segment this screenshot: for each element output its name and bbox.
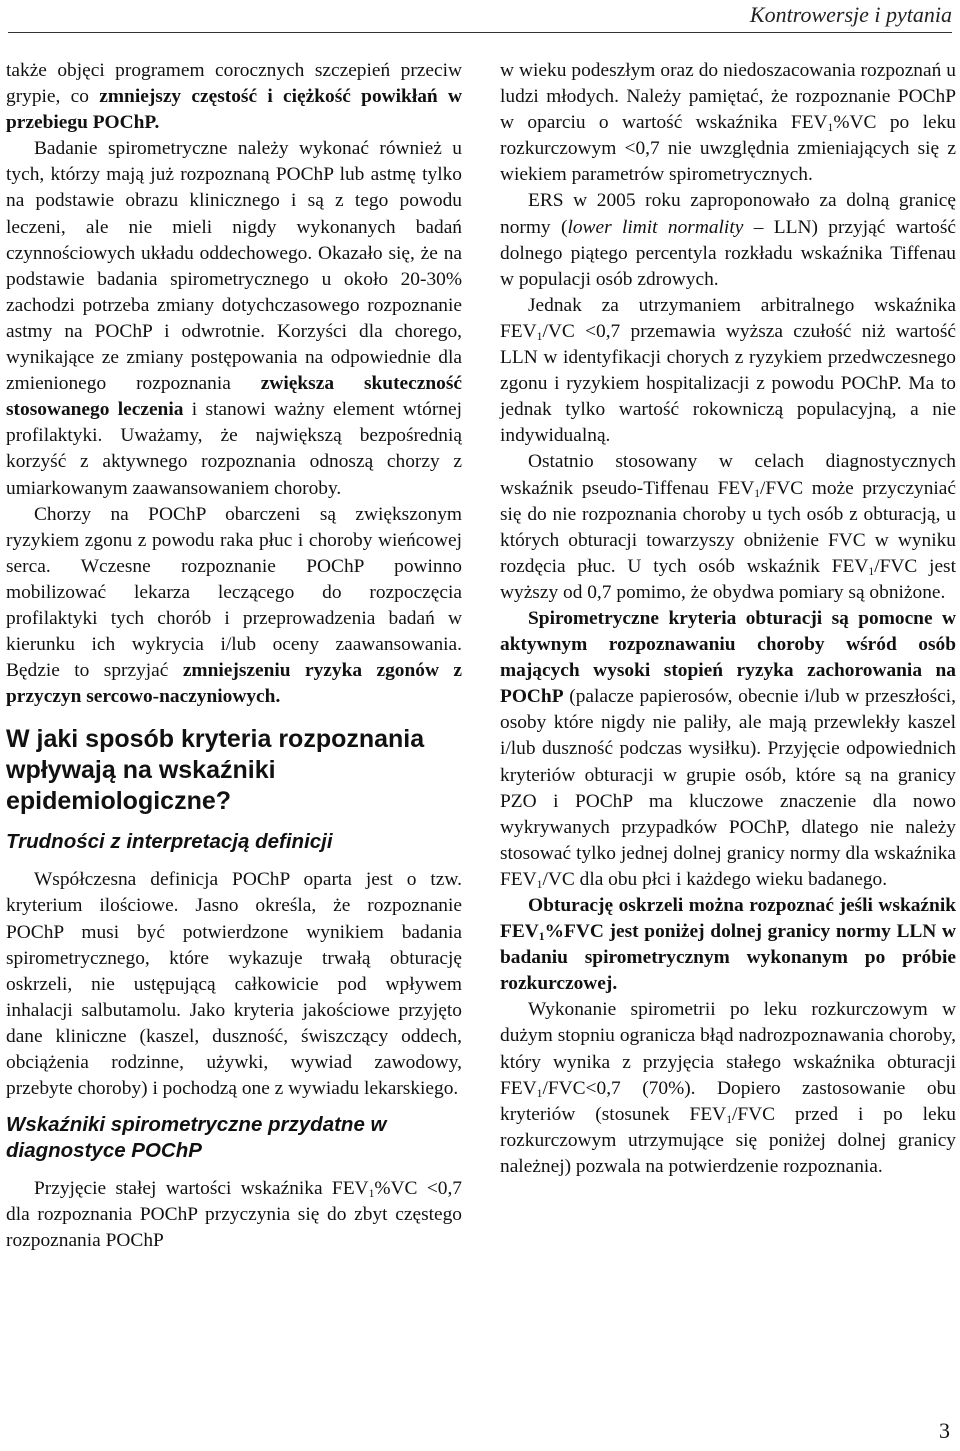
text-run: także objęci programem corocznych szczepień przeciw grypie, co (6, 60, 462, 108)
subscript: 1 (827, 121, 834, 135)
text-run: Badanie spirometryczne należy wykonać również u tych, którzy mają już rozpoznaną POChP lub astmę tylko na podstawie obrazu klinicznego i są z tego powodu leczeni, ale nie mieli nigdy wykonanych badań czynnościowych układu oddechowego. Okazało się, że na podstawie badania spirometrycznego u około 20-30% zachodzi potrzeba zmiany dotychczasowego rozpoznanie astmy na POChP i odwrotnie. Korzyści dla chorego, wynikające ze zmiany postępowania na odpowiednie dla zmienionego rozpoznania (6, 138, 462, 395)
text-run: /FVC może przyczyniać się do nie rozpoznania choroby u tych osób z obturacją, u których obturacji towarzyszy obniżenie FVC w wyniku rozdęcia płuc. U tych osób wskaźnik FEV (500, 477, 956, 577)
text-run: i stanowi ważny element wtórnej profilaktyki. Uważamy, że największą bezpośrednią korzyść z aktywnego rozpoznania odnoszą chorzy z umiarkowanym zaawansowaniem choroby. (6, 399, 462, 499)
text-run: Obturację oskrzeli można rozpoznać jeśli wskaźnik FEV (500, 895, 956, 943)
paragraph (6, 58, 462, 136)
paragraph (500, 606, 956, 893)
subscript: 1 (868, 564, 875, 578)
subsection-heading: Wskaźniki spirometryczne przydatne w diagnostyce POChP (6, 1113, 387, 1163)
left-column (6, 58, 462, 1254)
italic-text: lower limit normality (567, 216, 744, 238)
text-run: /VC <0,7 przemawia wyższa czułość niż wartość LLN w identyfikacji chorych z ryzykiem przedwczesnego zgonu i ryzykiem hospitalizacji z powodu POChP. Ma to jednak tylko wartość rokowniczą populacyjną, a nie indywidualną. (500, 320, 956, 447)
text-run: ERS w 2005 roku zaproponowało za dolną granicę normy ( (500, 190, 956, 238)
subsection-heading: Trudności z interpretacją definicji (6, 830, 333, 854)
emphasis-text: zmniejszy częstość i ciężkość powikłań w przebiegu POChP. (6, 86, 462, 134)
subscript: 1 (754, 486, 761, 500)
paragraph (500, 997, 956, 1180)
text-run: w wieku podeszłym oraz do niedoszacowania rozpoznań u ludzi młodych. Należy pamiętać, że rozpoznanie POChP w oparciu o wartość wskaźnika FEV (500, 60, 956, 134)
subscript: 1 (368, 1187, 375, 1201)
paragraph (6, 502, 462, 711)
text-run: /FVC<0,7 (70%). Dopiero zastosowanie obu kryteriów (stosunek FEV (500, 1077, 956, 1125)
subscript: 1 (536, 877, 543, 891)
text-run: %VC po leku rozkurczowym <0,7 nie uwzględnia zmieniających się z wiekiem parametrów spirometrycznych. (500, 112, 956, 186)
emphasis-text: Spirometryczne kryteria obturacji są pomocne w aktywnym rozpoznawaniu choroby wśród osób mających wysoki stopień ryzyka zachorowania na POChP (500, 607, 956, 708)
text-run: Wykonanie spirometrii po leku rozkurczowym w dużym stopniu ogranicza błąd nadrozpoznawania choroby, który wynika z przyjęcia stałego wskaźnika obturacji FEV (500, 999, 956, 1099)
subscript: 1 (536, 329, 543, 343)
text-run: Ostatnio stosowany w celach diagnostycznych wskaźnik pseudo-Tiffenau FEV (500, 451, 956, 499)
text-run: Chorzy na POChP obarczeni są zwiększonym ryzykiem zgonu z powodu raka płuc i choroby wieńcowej serca. Wczesne rozpoznanie POChP powinno mobilizować lekarza leczącego do rozpoczęcia profilaktyki tych chorób i przeprowadzenia badań w kierunku ich wykrycia i/lub oceny zaawansowania. Będzie to sprzyjać (6, 503, 462, 682)
running-header (0, 0, 960, 34)
paragraph (500, 449, 956, 606)
text-run: %FVC jest poniżej dolnej granicy normy LLN w badaniu spirometrycznym wykonanym po próbie rozkurczowej. (500, 921, 956, 995)
paragraph (500, 293, 956, 450)
text-run: (palacze papierosów, obecnie i/lub w przeszłości, osoby które nigdy nie paliły, ale mają przewlekły kaszel i/lub duszność podczas wysiłku). Przyjęcie odpowiednich kryteriów obturacji w grupie osób, które są na granicy PZO i POChP ma kluczowe znaczenie dla nowo wykrywanych przypadków POChP, dlatego nie należy stosować tylko jednej dolnej granicy normy dla wskaźnika FEV (500, 686, 956, 890)
paragraph (500, 58, 956, 188)
text-run: – LLN) przyjąć wartość dolnego piątego percentyla rozkładu wskaźnika Tiffenau w populacji osób zdrowych. (500, 216, 957, 290)
page-number: 3 (939, 1418, 950, 1443)
subscript: 1 (536, 1086, 543, 1100)
subscript: 1 (726, 1112, 732, 1126)
section-heading: W jaki sposób kryteria rozpoznania wpływają na wskaźniki epidemiologiczne? (6, 725, 425, 816)
text-run: Jednak za utrzymaniem arbitralnego wskaźnika FEV (500, 294, 956, 342)
paragraph (6, 136, 462, 501)
header-rule (8, 32, 952, 33)
paragraph (6, 1176, 462, 1254)
right-column (500, 58, 956, 1180)
emphasis-text: zwiększa skuteczność stosowanego leczenia (6, 373, 462, 421)
running-header-title: Kontrowersje i pytania (749, 2, 952, 27)
text-run: /FVC przed i po leku rozkurczowym utrzymujące się poniżej dolnej granicy należnej) pozwala na potwierdzenie rozpoznania. (500, 1103, 956, 1177)
subscript: 1 (538, 930, 545, 943)
text-run: /FVC jest wyższy od 0,7 pomimo, że obydwa pomiary są obniżone. (500, 555, 956, 603)
text-run: Przyjęcie stałej wartości wskaźnika FEV (34, 1178, 369, 1200)
emphasis-text: zmniejszeniu ryzyka zgonów z przyczyn sercowo-naczyniowych. (6, 660, 463, 708)
text-run: %VC <0,7 dla rozpoznania POChP przyczynia się do zbyt częstego rozpoznania POChP (6, 1178, 462, 1252)
paragraph (500, 188, 956, 292)
paragraph: Współczesna definicja POChP oparta jest o tzw. kryterium ilościowe. Jasno określa, że rozpoznanie POChP musi być potwierdzone wynikiem badania spirometrycznego, które wykazuje trwałą obturację oskrzeli, nie ustępującą całkowicie pod wpływem inhalacji salbutamolu. Jako kryteria jakościowe przyjęto dane kliniczne (kaszel, duszność, świszczący oddech, obciążenia rodzinne, używki, wywiad zawodowy, przebyte choroby) i pochodzą one z wywiadu lekarskiego. (6, 869, 462, 1100)
paragraph (500, 893, 956, 997)
text-run: /VC dla obu płci i każdego wieku badanego. (542, 868, 888, 890)
